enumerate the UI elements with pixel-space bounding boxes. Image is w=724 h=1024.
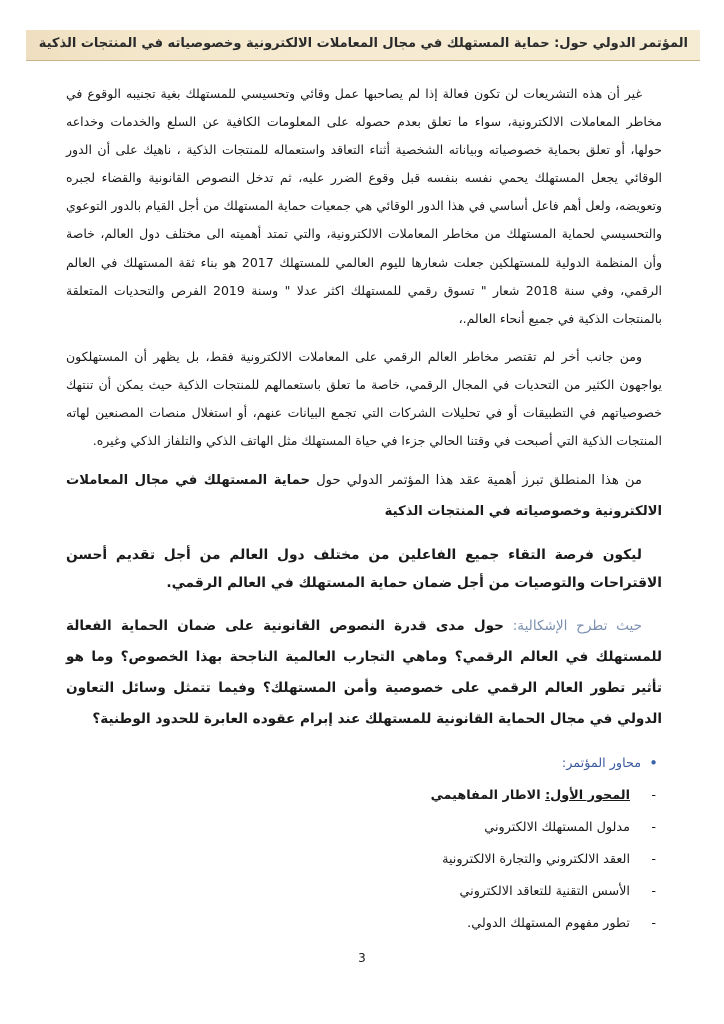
list-item [66,875,656,907]
conference-topic: حماية المستهلك في مجال المعاملات الالكترونية وخصوصياته في المنتجات الذكية [66,473,662,520]
importance-text: من هذا المنطلق تبرز أهمية عقد هذا المؤتمر الدولي حول [309,473,642,489]
paragraph-opportunity: ليكون فرصة التقاء جميع الفاعلين من مختلف دول العالم من أجل تقديم أحسن الاقتراحات والتوصيات من أجل ضمان حماية المستهلك في العالم الرقمي. [66,547,662,592]
dash-marker: - [651,915,656,931]
dash-marker: - [651,883,656,899]
axes-title: محاور المؤتمر: [561,755,642,771]
dash-marker: - [651,851,656,867]
list-item [66,907,656,939]
bullet-icon: • [649,754,658,773]
document-body [66,80,662,939]
paragraph-digital-risks: ومن جانب أخر لم تقتصر مخاطر العالم الرقمي على المعاملات الالكترونية فقط، بل يظهر أن المستهلكون يواجهون الكثير من التحديات في المجال الرقمي، خاصة ما تعلق باستعمالهم للمنتجات الذكية حيث يمكن أن تنتهك خصوصياتهم في التطبيقات أو في تحليلات الشركات التي تجمع البيانات عنهم، أو استغلال منصات المصنعين لهاته المنتجات الذكية التي أصبحت في وقتنا الحالي جزءا في حياة المستهلك مثل الهاتف الذكي والتلفاز الذكي وغيره. [66,348,662,449]
axes-heading [66,751,658,775]
header-title: المؤتمر الدولي حول: حماية المستهلك في مجال المعاملات الالكترونية وخصوصياته في المنتجات الذكية [38,36,688,51]
list-item [66,779,656,811]
first-axis [431,788,630,803]
problematic-label: حيث تطرح الإشكالية: [503,618,642,635]
dash-marker: - [651,819,656,835]
first-axis-label: المحور الأول: [545,787,630,803]
axis-item: الأسس التقنية للتعاقد الالكتروني [459,883,630,899]
page-number: 3 [358,951,366,965]
problematic-text: حول مدى قدرة النصوص القانونية على ضمان الحماية الفعالة للمستهلك في العالم الرقمي؟ وماهي التجارب العالمية الناجحة بهذا الخصوص؟ وما هو تأثير تطور العالم الرقمي على خصوصية وأمن المستهلك؟ وفيما تتمثل وسائل التعاون الدولي في مجال الحماية القانونية للمستهلك عند إبرام عقوده العابرة للحدود الوطنية؟ [66,618,662,728]
conference-axes [66,751,662,939]
list-item [66,843,656,875]
axis-item: مدلول المستهلك الالكتروني [484,819,630,835]
dash-marker: - [651,787,656,803]
list-item [66,811,656,843]
paragraph-problematic [66,611,662,735]
paragraph-awareness: غير أن هذه التشريعات لن تكون فعالة إذا لم يصاحبها عمل وقائي وتحسيسي للمستهلك بغية تجنيبه الوقوع في مخاطر المعاملات الالكترونية، سواء ما تعلق بعدم حصوله على المعلومات الكافية عن السلع والخدمات وخداعه حولها، أو تعلق بحماية خصوصياته وبياناته الشخصية أثناء التعاقد واستعماله للمنتجات الذكية ، ناهيك على أن الدور الوقائي يجعل المستهلك يحمي نفسه بنفسه قبل وقوع الضرر عليه، ثم تدخل النصوص القانونية والقضاء لجبره وتعويضه، ولعل أهم فاعل أساسي في هذا الدور الوقائي هي جمعيات حماية المستهلك من أجل القيام بالدور التوعوي والتحسيسي لحماية المستهلك من مخاطر المعاملات الالكترونية، والتي تمتد أهميته الى مختلف دول العالم، خاصة وأن المنظمة الدولية للمستهلكين جعلت شعارها لليوم العالمي للمستهلك 2017 هو بناء ثقة المستهلك في العالم الرقمي، وفي سنة 2018 شعار " تسوق رقمي للمستهلك اكثر عدلا " وسنة 2019 الفرص والتحديات المتعلقة بالمنتجات الذكية في جميع أنحاء العالم.، [66,86,663,326]
paragraph-importance [66,465,662,527]
axis-item: تطور مفهوم المستهلك الدولي. [467,915,630,931]
first-axis-title: الاطار المفاهيمي [430,787,546,803]
axes-list [66,779,662,939]
axis-item: العقد الالكتروني والتجارة الالكترونية [442,851,630,867]
